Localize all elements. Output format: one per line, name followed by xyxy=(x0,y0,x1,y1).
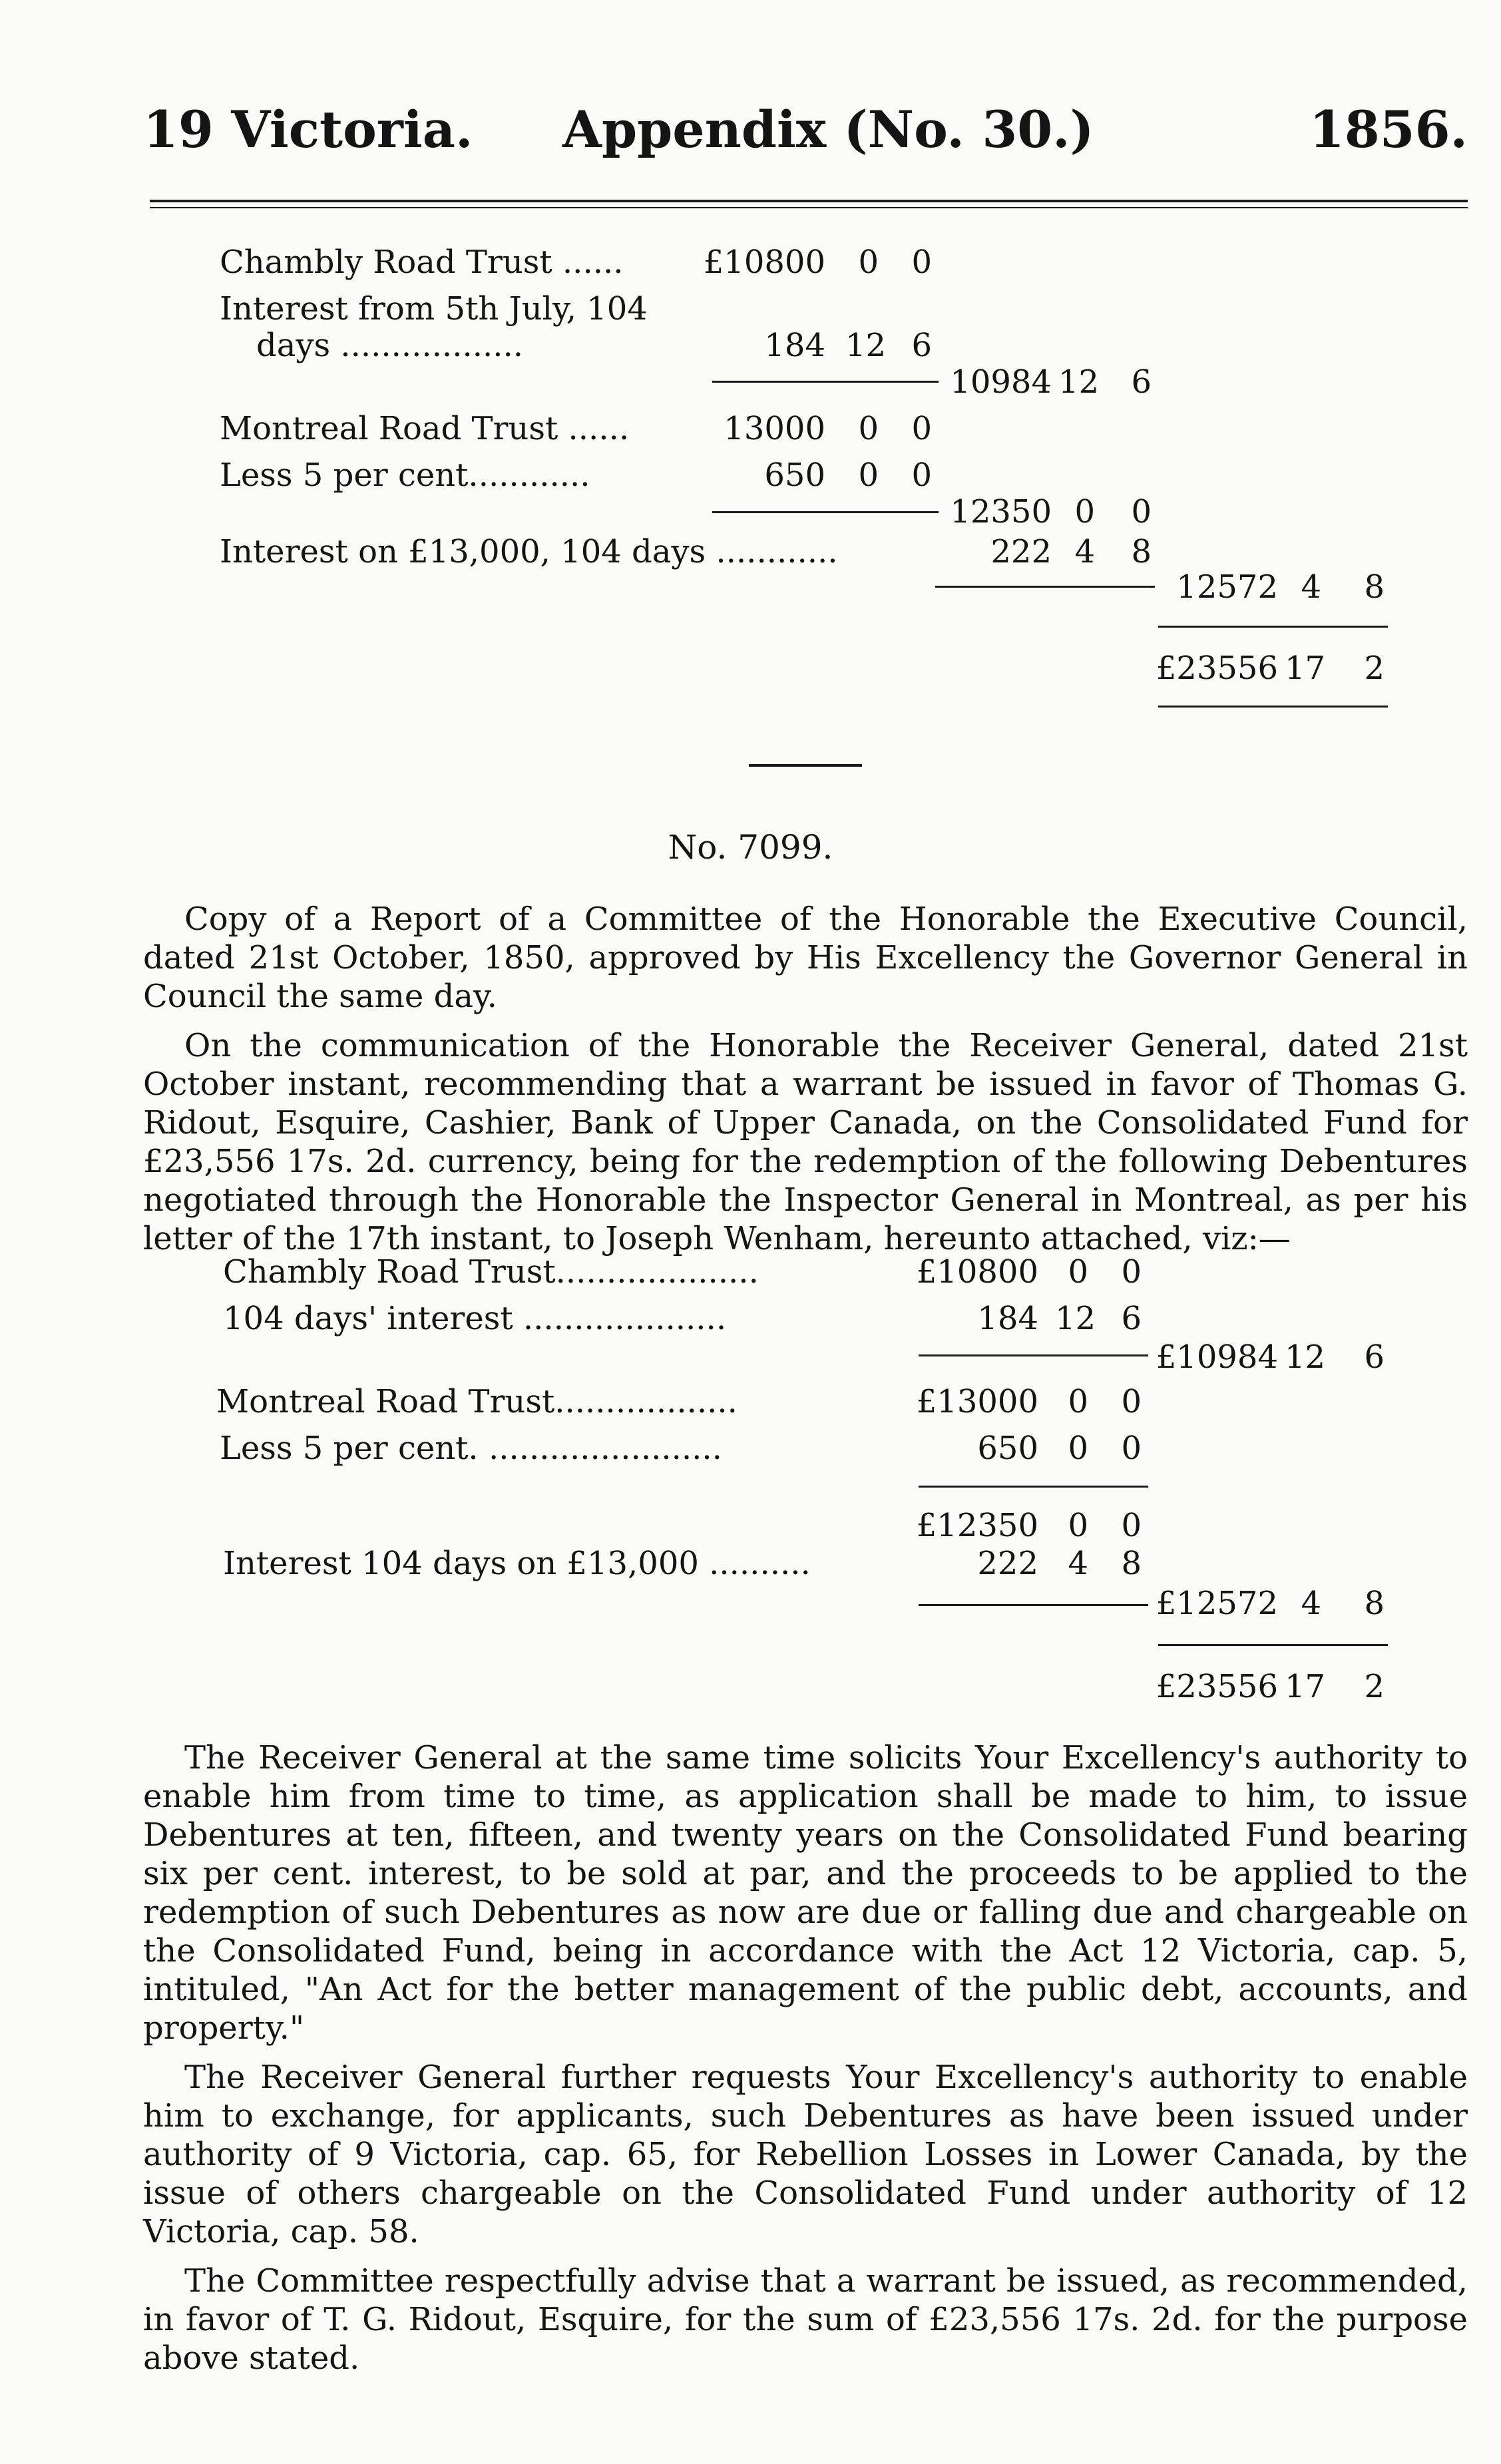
interest-13000-label: Interest on £13,000, 104 days ............ xyxy=(220,533,838,570)
net-pounds: £12350 xyxy=(916,1507,1038,1544)
montreal2-pence: 0 xyxy=(1121,1383,1142,1420)
chambly-pounds: £10800 xyxy=(703,244,825,281)
paragraph-communication: On the communication of the Honorable the Receiver General, dated 21st October instant, recommending that a warrant be issued in favor of Thomas G. Ridout, Esquire, Cashier, Bank of Upper Canada, on the Consolidated Fund for £23,556 17s. 2d. currency, being for the redemption of the following Debentures negotiated through the Honorable the Inspector General in Montreal, as per his letter of the 17th instant, to Joseph Wenham, hereunto attached, viz:— xyxy=(143,1027,1468,1257)
interest-13000-pounds: 222 xyxy=(990,533,1052,570)
chambly-pence: 0 xyxy=(911,244,932,281)
sub2b-pence: 8 xyxy=(1364,1585,1385,1622)
chambly2-pounds: £10800 xyxy=(916,1253,1038,1291)
chambly2-label: Chambly Road Trust.................... xyxy=(223,1253,759,1291)
montreal-label: Montreal Road Trust ...... xyxy=(220,410,630,447)
rule-sub1 xyxy=(712,381,939,383)
total2-shillings: 17 xyxy=(1285,1668,1326,1705)
header-appendix: Appendix (No. 30.) xyxy=(562,100,1094,159)
report-intro xyxy=(143,900,1468,1258)
interest-13000-shillings: 4 xyxy=(1074,533,1095,570)
montreal-shillings: 0 xyxy=(858,410,879,447)
sub3-pence: 8 xyxy=(1364,568,1385,606)
less-label: Less 5 per cent............ xyxy=(220,457,590,494)
total-shillings: 17 xyxy=(1285,650,1326,687)
sub1b-pounds: £10984 xyxy=(1156,1338,1278,1376)
total2-pence: 2 xyxy=(1364,1668,1385,1705)
interest2-pence: 6 xyxy=(1121,1300,1142,1337)
montreal2-pounds: £13000 xyxy=(916,1383,1038,1420)
sub1b-shillings: 12 xyxy=(1285,1338,1326,1376)
header-rule-thin xyxy=(150,207,1468,208)
interest2-shillings: 12 xyxy=(1055,1300,1096,1337)
less2-pence: 0 xyxy=(1121,1430,1142,1467)
sub1-pounds: 10984 xyxy=(950,363,1052,401)
interest-shillings: 12 xyxy=(845,327,887,364)
page-header xyxy=(143,100,1468,173)
interest-label-line2: days .................. xyxy=(256,327,523,364)
sub2-shillings: 0 xyxy=(1074,493,1095,530)
sub3-shillings: 4 xyxy=(1301,568,1321,606)
interest3-shillings: 4 xyxy=(1068,1545,1088,1582)
document-number: No. 7099. xyxy=(668,828,833,867)
interest3-pence: 8 xyxy=(1121,1545,1142,1582)
total-pence: 2 xyxy=(1364,650,1385,687)
report-body xyxy=(143,1739,1468,2377)
montreal2-shillings: 0 xyxy=(1068,1383,1088,1420)
sub2-pounds: 12350 xyxy=(950,493,1052,530)
header-session: 19 Victoria. xyxy=(143,100,473,159)
rule-sub3 xyxy=(935,586,1155,588)
paragraph-debenture-authority: The Receiver General at the same time solicits Your Excellency's authority to enable him from time to time, as application shall be made to him, to issue Debentures at ten, fifteen, and twenty years on the Consolidated Fund bearing six per cent. interest, to be sold at par, and the proceeds to be applied to the redemption of such Debentures as now are due or falling due and chargeable on the Consolidated Fund, being in accordance with the Act 12 Victoria, cap. 5, intituled, "An Act for the better management of the public debt, accounts, and property." xyxy=(143,1739,1468,2047)
paragraph-copy-of-report: Copy of a Report of a Committee of the Honorable the Executive Council, dated 21st October, 1850, approved by His Excellency the Governor General in Council the same day. xyxy=(143,901,1468,1015)
header-rule-thick xyxy=(150,200,1468,202)
less-pounds: 650 xyxy=(764,457,825,494)
interest-pence: 6 xyxy=(911,327,932,364)
interest2-label: 104 days' interest .................... xyxy=(223,1300,727,1337)
sub3-pounds: 12572 xyxy=(1176,568,1278,606)
chambly2-shillings: 0 xyxy=(1068,1253,1088,1291)
montreal2-label: Montreal Road Trust.................. xyxy=(216,1383,738,1420)
chambly2-pence: 0 xyxy=(1121,1253,1142,1291)
interest-label-line1: Interest from 5th July, 104 xyxy=(220,290,648,327)
interest3-label: Interest 104 days on £13,000 .......... xyxy=(223,1545,811,1582)
sub1b-pence: 6 xyxy=(1364,1338,1385,1376)
sub2-pence: 0 xyxy=(1131,493,1152,530)
sub2b-shillings: 4 xyxy=(1301,1585,1321,1622)
less-pence: 0 xyxy=(911,457,932,494)
header-year: 1856. xyxy=(1309,100,1468,159)
rule2-sub1 xyxy=(919,1354,1148,1356)
net-pence: 0 xyxy=(1121,1507,1142,1544)
interest3-pounds: 222 xyxy=(977,1545,1038,1582)
sub2b-pounds: £12572 xyxy=(1156,1585,1278,1622)
chambly-shillings: 0 xyxy=(858,244,879,281)
interest-13000-pence: 8 xyxy=(1131,533,1152,570)
less2-shillings: 0 xyxy=(1068,1430,1088,1467)
less-shillings: 0 xyxy=(858,457,879,494)
less2-pounds: 650 xyxy=(977,1430,1038,1467)
chambly-label: Chambly Road Trust ...... xyxy=(220,244,624,281)
rule-sub2 xyxy=(712,511,939,513)
rule2-sub2 xyxy=(919,1604,1148,1606)
rule2-total-top xyxy=(1158,1644,1388,1646)
net-shillings: 0 xyxy=(1068,1507,1088,1544)
rule-total-bottom xyxy=(1158,706,1388,708)
montreal-pounds: 13000 xyxy=(724,410,825,447)
section-separator xyxy=(749,764,862,767)
rule2-net xyxy=(919,1486,1148,1488)
montreal-pence: 0 xyxy=(911,410,932,447)
rule-total-top xyxy=(1158,626,1388,628)
paragraph-committee-advice: The Committee respectfully advise that a warrant be issued, as recommended, in favor of T. G. Ridout, Esquire, for the sum of £23,556 17s. 2d. for the purpose above stated. xyxy=(143,2262,1468,2377)
interest2-pounds: 184 xyxy=(977,1300,1038,1337)
sub1-shillings: 12 xyxy=(1058,363,1100,401)
sub1-pence: 6 xyxy=(1131,363,1152,401)
paragraph-exchange-request: The Receiver General further requests Your Excellency's authority to enable him to exchange, for applicants, such Debentures as have been issued under authority of 9 Victoria, cap. 65, for Rebellion Losses in Lower Canada, by the issue of others chargeable on the Consolidated Fund under authority of 12 Victoria, cap. 58. xyxy=(143,2059,1468,2250)
less2-label: Less 5 per cent. ....................... xyxy=(220,1430,722,1467)
interest-pounds: 184 xyxy=(764,327,825,364)
total2-pounds: £23556 xyxy=(1156,1668,1278,1705)
total-pounds: £23556 xyxy=(1156,650,1278,687)
